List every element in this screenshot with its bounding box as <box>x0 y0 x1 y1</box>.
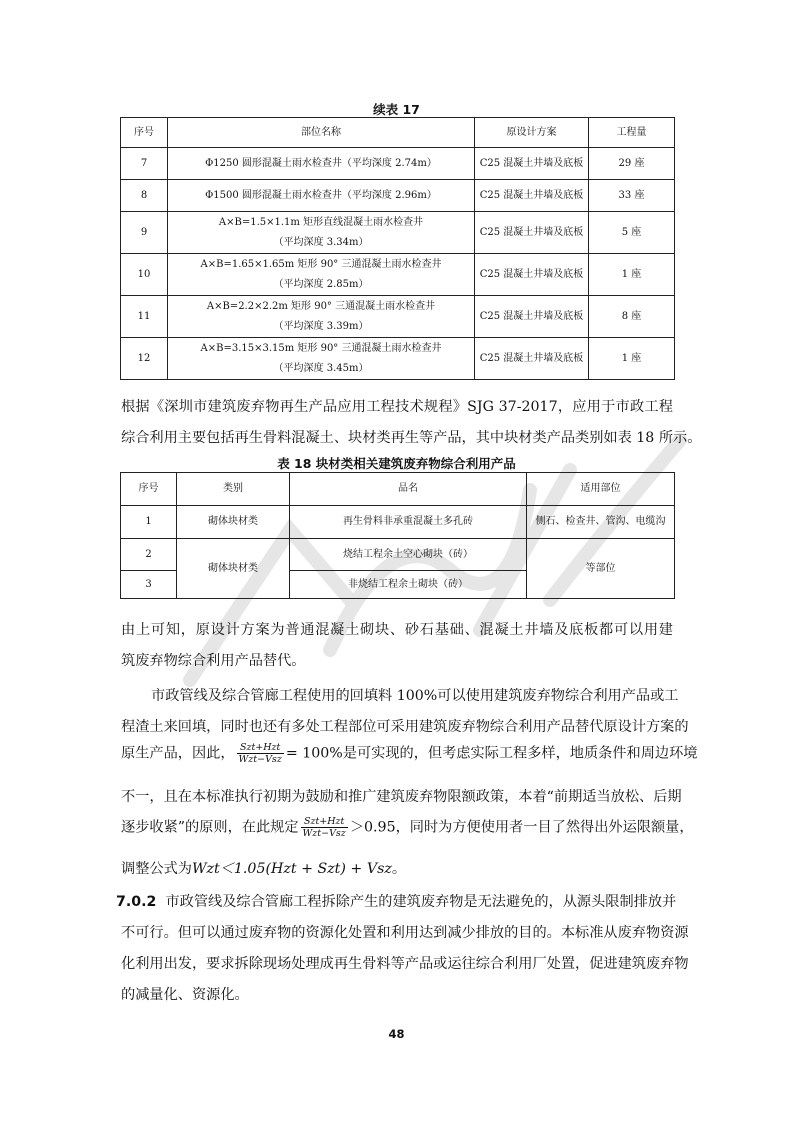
row-no: 1 <box>121 506 177 539</box>
row-name <box>168 254 475 296</box>
section-number: 7.0.2 <box>116 894 157 910</box>
row-name: 非烧结工程余土砌块（砖） <box>290 571 527 599</box>
para3-line3-end: = 100%是可实现的，但考虑实际工程多样，地质条件和周边环境 <box>285 745 698 762</box>
table18-caption: 表 18 块材类相关建筑废弃物综合利用产品 <box>277 456 516 471</box>
fraction-denominator: Wzt−Vsz <box>302 828 346 839</box>
row-use: 侧石、检查井、管沟、电缆沟 <box>527 506 675 539</box>
table17-header-row <box>121 118 675 148</box>
row-name-line1: A×B=1.65×1.65m 矩形 90° 三通混凝土雨水检查井 <box>200 258 442 270</box>
table-row <box>121 254 675 296</box>
table18-header-no: 序号 <box>121 473 177 506</box>
row-no: 3 <box>121 571 177 599</box>
row-plan: C25 混凝土井墙及底板 <box>475 338 589 380</box>
row-qty: 8 座 <box>589 296 675 338</box>
table17-header-name: 部位名称 <box>168 118 475 148</box>
fraction-denominator: Wzt−Vsz <box>238 754 282 765</box>
row-no: 11 <box>121 296 168 338</box>
row-plan: C25 混凝土井墙及底板 <box>475 180 589 212</box>
row-no: 10 <box>121 254 168 296</box>
row-no: 12 <box>121 338 168 380</box>
table17-header-qty: 工程量 <box>589 118 675 148</box>
fraction-numerator: Szt+Hzt <box>237 742 284 754</box>
table18-header-use: 适用部位 <box>527 473 675 506</box>
section-line3: 化利用出发，要求拆除现场处理成再生骨料等产品或运往综合利用厂处置，促进建筑废弃物 <box>121 956 689 972</box>
table-row <box>121 338 675 380</box>
row-name: Φ1250 圆形混凝土雨水检查井（平均深度 2.74m） <box>168 148 475 180</box>
para3-line6-start: 调整公式为 <box>121 861 192 877</box>
row-name-line1: A×B=2.2×2.2m 矩形 90° 三通混凝土雨水检查井 <box>206 300 436 312</box>
section-line1-text: 市政管线及综合管廊工程拆除产生的建筑废弃物是无法避免的，从源头限制排放并 <box>165 894 677 910</box>
para2-line2: 筑废弃物综合利用产品替代。 <box>121 653 306 669</box>
table-row <box>121 296 675 338</box>
row-category: 砌体块材类 <box>177 506 290 539</box>
row-plan: C25 混凝土井墙及底板 <box>475 296 589 338</box>
row-name: 再生骨料非承重混凝土多孔砖 <box>290 506 527 539</box>
fraction-numerator: Szt+Hzt <box>301 816 348 828</box>
row-name-line2: （平均深度 2.85m） <box>273 278 369 290</box>
row-name-line2: （平均深度 3.45m） <box>273 362 369 374</box>
table18-header-name: 品名 <box>290 473 527 506</box>
row-qty: 1 座 <box>589 254 675 296</box>
para3-line5 <box>121 816 694 839</box>
row-name <box>168 212 475 254</box>
row-name-line2: （平均深度 3.39m） <box>273 320 369 332</box>
table17-caption: 续表 17 <box>373 102 420 117</box>
para3-line3 <box>121 742 698 765</box>
row-name <box>168 296 475 338</box>
table-row <box>121 212 675 254</box>
table18-header-row <box>121 473 675 506</box>
table18-header-category: 类别 <box>177 473 290 506</box>
para1-line1: 根据《深圳市建筑废弃物再生产品应用工程技术规程》SJG 37-2017，应用于市政工程 <box>121 399 673 415</box>
row-no: 9 <box>121 212 168 254</box>
row-name <box>168 338 475 380</box>
row-name-line2: （平均深度 3.34m） <box>273 236 369 248</box>
row-qty: 29 座 <box>589 148 675 180</box>
para3-line5-start: 逐步收紧”的原则，在此规定 <box>121 819 299 836</box>
para2-line1: 由上可知，原设计方案为普通混凝土砌块、砂石基础、混凝土井墙及底板都可以用建 <box>121 622 673 638</box>
para3-line5-end: ＞0.95，同时为方便使用者一目了然得出外运限额量， <box>349 819 694 836</box>
row-no: 2 <box>121 539 177 571</box>
row-name-line1: A×B=1.5×1.1m 矩形直线混凝土雨水检查井 <box>218 216 424 228</box>
section-line4: 的减量化、资源化。 <box>121 987 249 1003</box>
para3-line4: 不一，且在本标准执行初期为鼓励和推广建筑废弃物限额政策，本着“前期适当放松、后期 <box>121 789 682 805</box>
row-plan: C25 混凝土井墙及底板 <box>475 148 589 180</box>
page-number: 48 <box>388 1027 405 1041</box>
adjusted-formula: Wzt＜1.05(Hzt + Szt) + Vsz <box>191 861 392 877</box>
row-qty: 5 座 <box>589 212 675 254</box>
section-line1 <box>116 891 677 911</box>
formula-fraction-1 <box>237 742 284 765</box>
table-row <box>121 506 675 539</box>
row-plan: C25 混凝土井墙及底板 <box>475 212 589 254</box>
row-no: 8 <box>121 180 168 212</box>
row-qty: 33 座 <box>589 180 675 212</box>
row-no: 7 <box>121 148 168 180</box>
para3-line6 <box>121 858 673 878</box>
table-row <box>121 180 675 212</box>
table17 <box>120 117 675 380</box>
table-row <box>121 539 675 571</box>
para1-line2: 综合利用主要包括再生骨料混凝土、块材类再生等产品，其中块材类产品类别如表 18 所示。 <box>121 430 702 446</box>
merged-category: 砌体块材类 <box>177 539 290 599</box>
section-line2: 不可行。但可以通过废弃物的资源化处置和利用达到减少排放的目的。本标准从废弃物资源 <box>121 925 689 941</box>
table17-header-plan: 原设计方案 <box>475 118 589 148</box>
row-name-line1: A×B=3.15×3.15m 矩形 90° 三通混凝土雨水检查井 <box>200 342 442 354</box>
row-plan: C25 混凝土井墙及底板 <box>475 254 589 296</box>
para3-line6-end: 。 <box>391 861 407 877</box>
para3-line1: 市政管线及综合管廊工程使用的回填料 100%可以使用建筑废弃物综合利用产品或工 <box>151 688 679 704</box>
row-name: 烧结工程余土空心砌块（砖） <box>290 539 527 571</box>
para3-line2: 程渣土来回填，同时也还有多处工程部位可采用建筑废弃物综合利用产品替代原设计方案的 <box>121 719 689 735</box>
table18 <box>120 472 675 599</box>
row-qty: 1 座 <box>589 338 675 380</box>
table17-header-no: 序号 <box>121 118 168 148</box>
para3-line3-start: 原生产品，因此， <box>121 745 235 762</box>
formula-fraction-2 <box>301 816 348 839</box>
row-name: Φ1500 圆形混凝土雨水检查井（平均深度 2.96m） <box>168 180 475 212</box>
merged-use: 等部位 <box>527 539 675 599</box>
table-row <box>121 148 675 180</box>
